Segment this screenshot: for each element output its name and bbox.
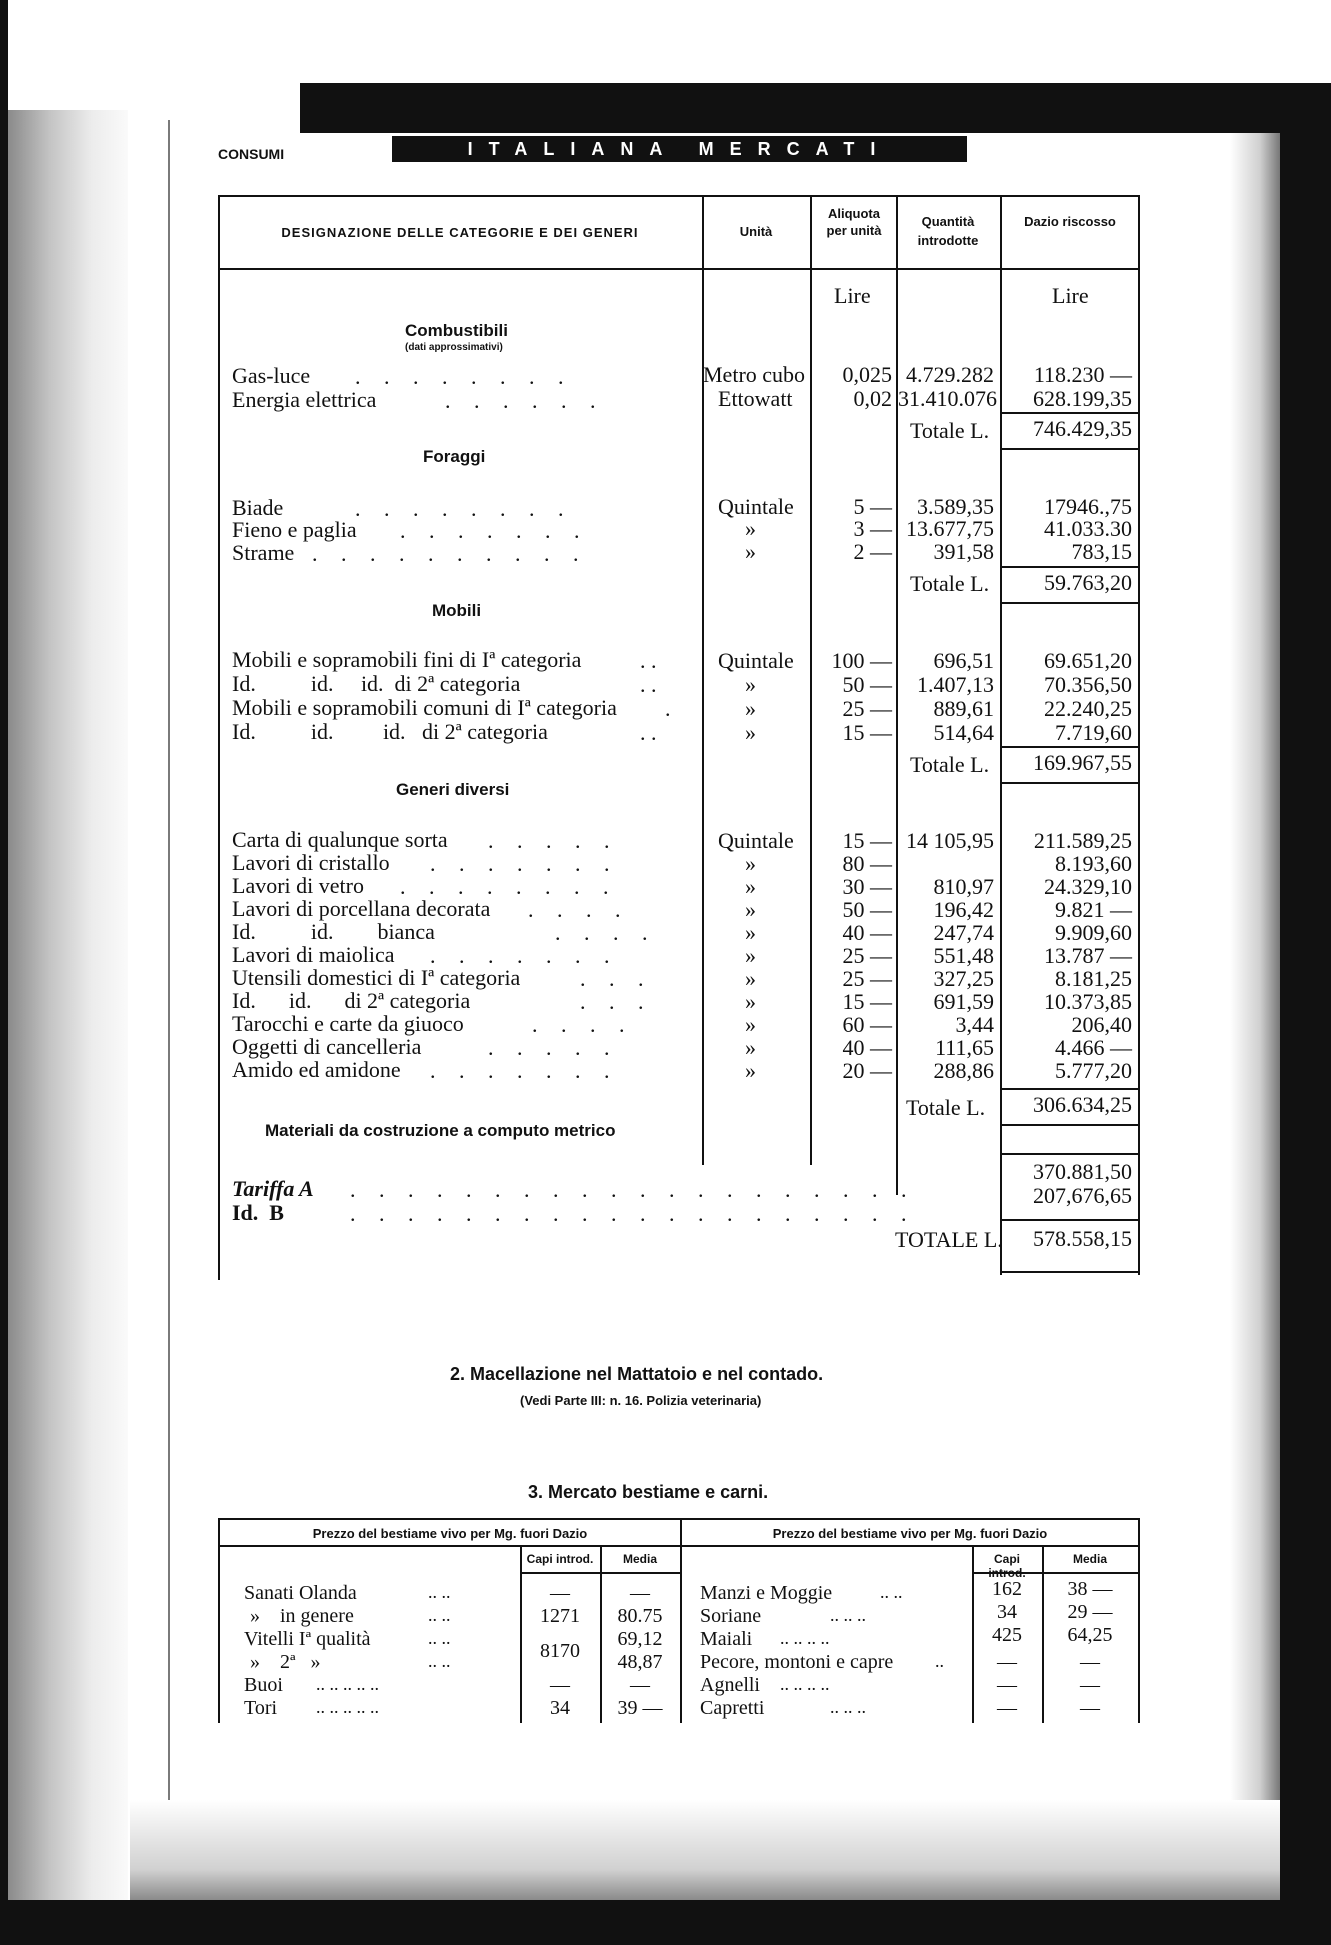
row-rate: 3 — — [853, 516, 892, 541]
row-name: Oggetti di cancelleria — [232, 1034, 422, 1059]
section3-title: 3. Mercato bestiame e carni. — [528, 1482, 769, 1502]
row-name: Id. B — [232, 1200, 284, 1225]
media-value: 48,87 — [617, 1651, 663, 1673]
row-qty: 810,97 — [933, 874, 994, 899]
row-name: Tarocchi e carte da giuoco — [232, 1011, 464, 1036]
row-duty: 17946.,75 — [1044, 494, 1132, 519]
row-name: Tariffa A — [232, 1176, 314, 1201]
row-duty: 118.230 — — [1033, 362, 1132, 387]
row-name: Amido ed amidone — [232, 1057, 401, 1082]
right-col-capi: Capi introd. — [988, 1552, 1026, 1580]
market-table-top — [218, 1518, 1140, 1520]
left-page-edge — [8, 120, 170, 1900]
row-qty: 14 105,95 — [906, 828, 994, 853]
capi-value: 1271 — [540, 1605, 580, 1627]
leader-dots: . . . . — [532, 1012, 634, 1037]
row-qty: 691,59 — [933, 989, 994, 1014]
row-qty: 551,48 — [933, 943, 994, 968]
row-qty: 13.677,75 — [906, 516, 994, 541]
row-duty: 13.787 — — [1044, 943, 1132, 968]
leader-dots: . . — [640, 720, 657, 745]
running-header-left: CONSUMI — [218, 146, 285, 162]
row-rate: 0,02 — [853, 386, 892, 411]
leader-dots: .. .. — [428, 1628, 451, 1648]
row-qty: 391,58 — [933, 539, 994, 564]
leader-dots: . . . — [580, 989, 653, 1014]
row-duty: 70.356,50 — [1044, 672, 1132, 697]
leader-dots: . . . . . . . . — [355, 364, 573, 389]
col-header-designation: DESIGNAZIONE DELLE CATEGORIE E DEI GENERI — [281, 225, 639, 240]
row-unit: » — [745, 874, 756, 899]
row-name: Id. id. id. di 2ª categoria — [232, 719, 548, 744]
row-duty: 5.777,20 — [1055, 1058, 1132, 1083]
right-col-media: Media — [1072, 1552, 1107, 1566]
row-duty: 370.881,50 — [1033, 1159, 1132, 1184]
row-unit: » — [745, 720, 756, 745]
row-rate: 25 — — [842, 696, 892, 721]
capi-value: — — [997, 1651, 1017, 1673]
col-header-qty: Quantità introdotte — [917, 214, 979, 248]
section-title-materiali: Materiali da costruzione a computo metrico — [265, 1121, 616, 1140]
row-duty: 4.466 — — [1055, 1035, 1132, 1060]
grand-total-label: TOTALE L. — [895, 1227, 1003, 1252]
leader-dots: .. .. .. .. .. — [316, 1697, 379, 1717]
row-qty: 288,86 — [933, 1058, 994, 1083]
leader-dots: . . . . . . — [445, 388, 605, 413]
market-left-header: Prezzo del bestiame vivo per Mg. fuori Dazio — [312, 1526, 588, 1541]
left-col-media: Media — [622, 1552, 657, 1566]
row-unit: » — [745, 516, 756, 541]
row-rate: 25 — — [842, 966, 892, 991]
media-value: — — [1080, 1697, 1100, 1719]
section2-subtitle: (Vedi Parte III: n. 16. Polizia veterinaria) — [520, 1393, 762, 1408]
capi-value: — — [550, 1674, 570, 1696]
col-header-duty: Dazio riscosso — [1024, 214, 1116, 229]
row-unit: Metro cubo — [703, 362, 806, 387]
livestock-name: Sanati Olanda — [244, 1582, 357, 1604]
leader-dots: .. .. — [428, 1605, 451, 1625]
row-rate: 40 — — [842, 1035, 892, 1060]
col-header-unit: Unità — [739, 224, 773, 239]
row-qty: 247,74 — [933, 920, 994, 945]
total-label: Totale L. — [910, 418, 990, 443]
materials-box — [1000, 1153, 1140, 1211]
total-label: Totale L. — [910, 752, 990, 777]
page-shadow-right — [1230, 133, 1280, 1900]
col-divider-unit — [702, 195, 704, 1165]
row-duty: 22.240,25 — [1044, 696, 1132, 721]
row-qty: 696,51 — [933, 648, 994, 673]
media-value: — — [630, 1674, 650, 1696]
leader-dots: . . . . . . . — [400, 518, 589, 543]
capi-value: — — [550, 1582, 570, 1604]
running-header-right: CCCLXVII — [1030, 132, 1134, 151]
row-name: Energia elettrica — [232, 387, 377, 412]
leader-dots: .. .. — [428, 1582, 451, 1602]
row-name: Lavori di maiolica — [232, 942, 395, 967]
row-qty: 31.410.076 — [898, 386, 997, 411]
row-name: Biade — [232, 495, 284, 520]
leader-dots: . . . . . . . . . . . . . . . . . . . . — [350, 1177, 916, 1202]
leader-dots: . . . . . . . . . . — [312, 541, 588, 566]
leader-dots: . . . . . . . — [430, 943, 619, 968]
row-name: Strame — [232, 540, 295, 565]
row-duty: 207,676,65 — [1033, 1183, 1132, 1208]
leader-dots: .. .. — [880, 1582, 903, 1602]
row-qty: 3.589,35 — [917, 494, 994, 519]
leader-dots: .. .. — [428, 1651, 451, 1671]
capi-value: 162 — [992, 1578, 1022, 1600]
row-unit: » — [745, 966, 756, 991]
capi-value: 34 — [997, 1601, 1017, 1623]
row-rate: 5 — — [853, 494, 892, 519]
livestock-name: » 2ª » — [250, 1651, 321, 1673]
left-col-capi: Capi introd. — [526, 1552, 594, 1566]
row-duty: 69.651,20 — [1044, 648, 1132, 673]
livestock-name: Manzi e Moggie — [700, 1582, 833, 1604]
section-total: 59.763,20 — [1044, 570, 1132, 595]
media-value: — — [1080, 1651, 1100, 1673]
row-unit: » — [745, 1012, 756, 1037]
row-unit: Quintale — [718, 494, 794, 519]
row-name: Mobili e sopramobili fini di Iª categoria — [232, 647, 582, 672]
livestock-name: Buoi — [244, 1674, 283, 1696]
section2-title: 2. Macellazione nel Mattatoio e nel contado. — [450, 1364, 824, 1384]
row-rate: 25 — — [842, 943, 892, 968]
row-unit: » — [745, 851, 756, 876]
scan-edge-top — [300, 83, 1331, 133]
grand-total: 578.558,15 — [1033, 1226, 1132, 1251]
leader-dots: .. .. .. .. — [780, 1628, 830, 1648]
row-qty: 111,65 — [935, 1035, 994, 1060]
leader-dots: . . . . — [555, 920, 657, 945]
running-header-center: ITALIANA MERCATI — [392, 136, 967, 162]
row-rate: 15 — — [842, 989, 892, 1014]
row-rate: 50 — — [842, 897, 892, 922]
leader-dots: .. .. .. — [830, 1697, 866, 1717]
leader-dots: .. .. .. — [830, 1605, 866, 1625]
livestock-name: » in genere — [250, 1605, 354, 1627]
media-value: — — [1080, 1674, 1100, 1696]
rate-unit-label: Lire — [834, 283, 871, 308]
row-name: Gas-luce — [232, 363, 311, 388]
row-duty: 9.909,60 — [1055, 920, 1132, 945]
leader-dots: .. .. .. .. — [780, 1674, 830, 1694]
row-qty: 3,44 — [955, 1012, 994, 1037]
leader-dots: . . — [640, 672, 657, 697]
capi-value: — — [997, 1697, 1017, 1719]
row-qty: 196,42 — [933, 897, 994, 922]
row-name: Id. id. di 2ª categoria — [232, 988, 471, 1013]
leader-dots: . . . . . . . — [430, 1058, 619, 1083]
market-center-divider — [680, 1518, 682, 1723]
row-name: Lavori di cristallo — [232, 850, 390, 875]
leader-dots: . . — [640, 648, 657, 673]
row-rate: 0,025 — [842, 362, 892, 387]
row-name: Utensili domestici di Iª categoria — [232, 965, 521, 990]
leader-dots: . . . . . . . — [430, 851, 619, 876]
row-qty: 889,61 — [933, 696, 994, 721]
row-rate: 80 — — [842, 851, 892, 876]
row-rate: 15 — — [842, 828, 892, 853]
row-duty: 41.033.30 — [1044, 516, 1132, 541]
section-total: 169.967,55 — [1033, 750, 1132, 775]
leader-dots: . . . . . — [488, 1035, 619, 1060]
table-left-border — [218, 195, 220, 1280]
media-value: 80.75 — [617, 1605, 663, 1627]
media-value: 38 — — [1067, 1578, 1113, 1600]
livestock-name: Maiali — [700, 1628, 753, 1650]
row-duty: 211.589,25 — [1033, 828, 1132, 853]
leader-dots: .. .. .. .. .. — [316, 1674, 379, 1694]
leader-dots: . . . . . — [488, 828, 619, 853]
leader-dots: . — [665, 696, 671, 721]
market-left-border — [218, 1518, 220, 1723]
row-unit: » — [745, 539, 756, 564]
capi-value: 425 — [992, 1624, 1022, 1646]
row-unit: » — [745, 1035, 756, 1060]
page-shadow-bottom — [130, 1800, 1280, 1900]
section-title-generi-diversi: Generi diversi — [396, 780, 510, 799]
leader-dots: . . . . . . . . — [355, 496, 573, 521]
row-rate: 2 — — [853, 539, 892, 564]
market-right-header: Prezzo del bestiame vivo per Mg. fuori Dazio — [772, 1526, 1048, 1541]
row-duty: 7.719,60 — [1055, 720, 1132, 745]
market-right-border — [1138, 1518, 1140, 1723]
row-rate: 50 — — [842, 672, 892, 697]
capi-value: 8170 — [540, 1640, 580, 1662]
media-value: 64,25 — [1067, 1624, 1113, 1646]
col-header-rate: Aliquota per unità — [826, 206, 882, 238]
section-subtitle-combustibili: (dati approssimativi) — [405, 342, 503, 353]
media-value: 29 — — [1067, 1601, 1113, 1623]
row-name: Lavori di vetro — [232, 873, 364, 898]
section-title-combustibili: Combustibili — [405, 321, 508, 340]
livestock-name: Pecore, montoni e capre — [700, 1651, 894, 1673]
livestock-name: Agnelli — [700, 1674, 760, 1696]
leader-dots: . . . . . . . . . . . . . . . . . . . . — [350, 1201, 916, 1226]
leader-dots: .. — [935, 1651, 944, 1671]
row-rate: 20 — — [842, 1058, 892, 1083]
duty-unit-label: Lire — [1052, 283, 1089, 308]
leader-dots: . . . — [580, 966, 653, 991]
row-unit: Quintale — [718, 648, 794, 673]
row-unit: » — [745, 989, 756, 1014]
total-label: Totale L. — [906, 1095, 986, 1120]
row-rate: 40 — — [842, 920, 892, 945]
row-rate: 30 — — [842, 874, 892, 899]
row-unit: » — [745, 1058, 756, 1083]
row-duty: 783,15 — [1071, 539, 1132, 564]
livestock-name: Capretti — [700, 1697, 765, 1719]
row-rate: 100 — — [831, 648, 892, 673]
row-unit: Ettowatt — [718, 386, 793, 411]
row-duty: 8.181,25 — [1055, 966, 1132, 991]
section-total: 306.634,25 — [1033, 1092, 1132, 1117]
row-rate: 60 — — [842, 1012, 892, 1037]
row-qty: 327,25 — [933, 966, 994, 991]
media-value: — — [630, 1582, 650, 1604]
capi-value: — — [997, 1674, 1017, 1696]
media-value: 69,12 — [617, 1628, 663, 1650]
row-unit: » — [745, 897, 756, 922]
row-duty: 206,40 — [1071, 1012, 1132, 1037]
capi-value: 34 — [550, 1697, 570, 1719]
leader-dots: . . . . — [528, 897, 630, 922]
section-title-mobili: Mobili — [432, 601, 482, 620]
row-name: Id. id. id. di 2ª categoria — [232, 671, 521, 696]
row-name: Mobili e sopramobili comuni di Iª categoria — [232, 695, 617, 720]
scan-edge-left — [0, 0, 8, 1945]
row-unit: Quintale — [718, 828, 794, 853]
row-name: Id. id. bianca — [232, 919, 435, 944]
row-duty: 24.329,10 — [1044, 874, 1132, 899]
section-title-foraggi: Foraggi — [423, 447, 486, 466]
row-duty: 10.373,85 — [1044, 989, 1132, 1014]
market-header-rule — [218, 1545, 1140, 1547]
row-name: Carta di qualunque sorta — [232, 827, 448, 852]
row-unit: » — [745, 920, 756, 945]
scan-edge-bottom — [0, 1900, 1331, 1945]
row-unit: » — [745, 943, 756, 968]
livestock-name: Soriane — [700, 1605, 762, 1627]
row-unit: » — [745, 672, 756, 697]
row-unit: » — [745, 696, 756, 721]
leader-dots: . . . . . . . . — [400, 874, 618, 899]
row-duty: 628.199,35 — [1033, 386, 1132, 411]
row-duty: 8.193,60 — [1055, 851, 1132, 876]
row-name: Lavori di porcellana decorata — [232, 896, 491, 921]
scan-edge-right — [1280, 83, 1331, 1945]
row-duty: 9.821 — — [1055, 897, 1132, 922]
section-total: 746.429,35 — [1033, 416, 1132, 441]
row-rate: 15 — — [842, 720, 892, 745]
livestock-name: Vitelli Iª qualità — [244, 1628, 371, 1650]
row-qty: 4.729.282 — [906, 362, 994, 387]
livestock-name: Tori — [244, 1697, 278, 1719]
row-qty: 514,64 — [933, 720, 994, 745]
total-label: Totale L. — [910, 571, 990, 596]
row-qty: 1.407,13 — [917, 672, 994, 697]
media-value: 39 — — [617, 1697, 663, 1719]
row-name: Fieno e paglia — [232, 517, 357, 542]
